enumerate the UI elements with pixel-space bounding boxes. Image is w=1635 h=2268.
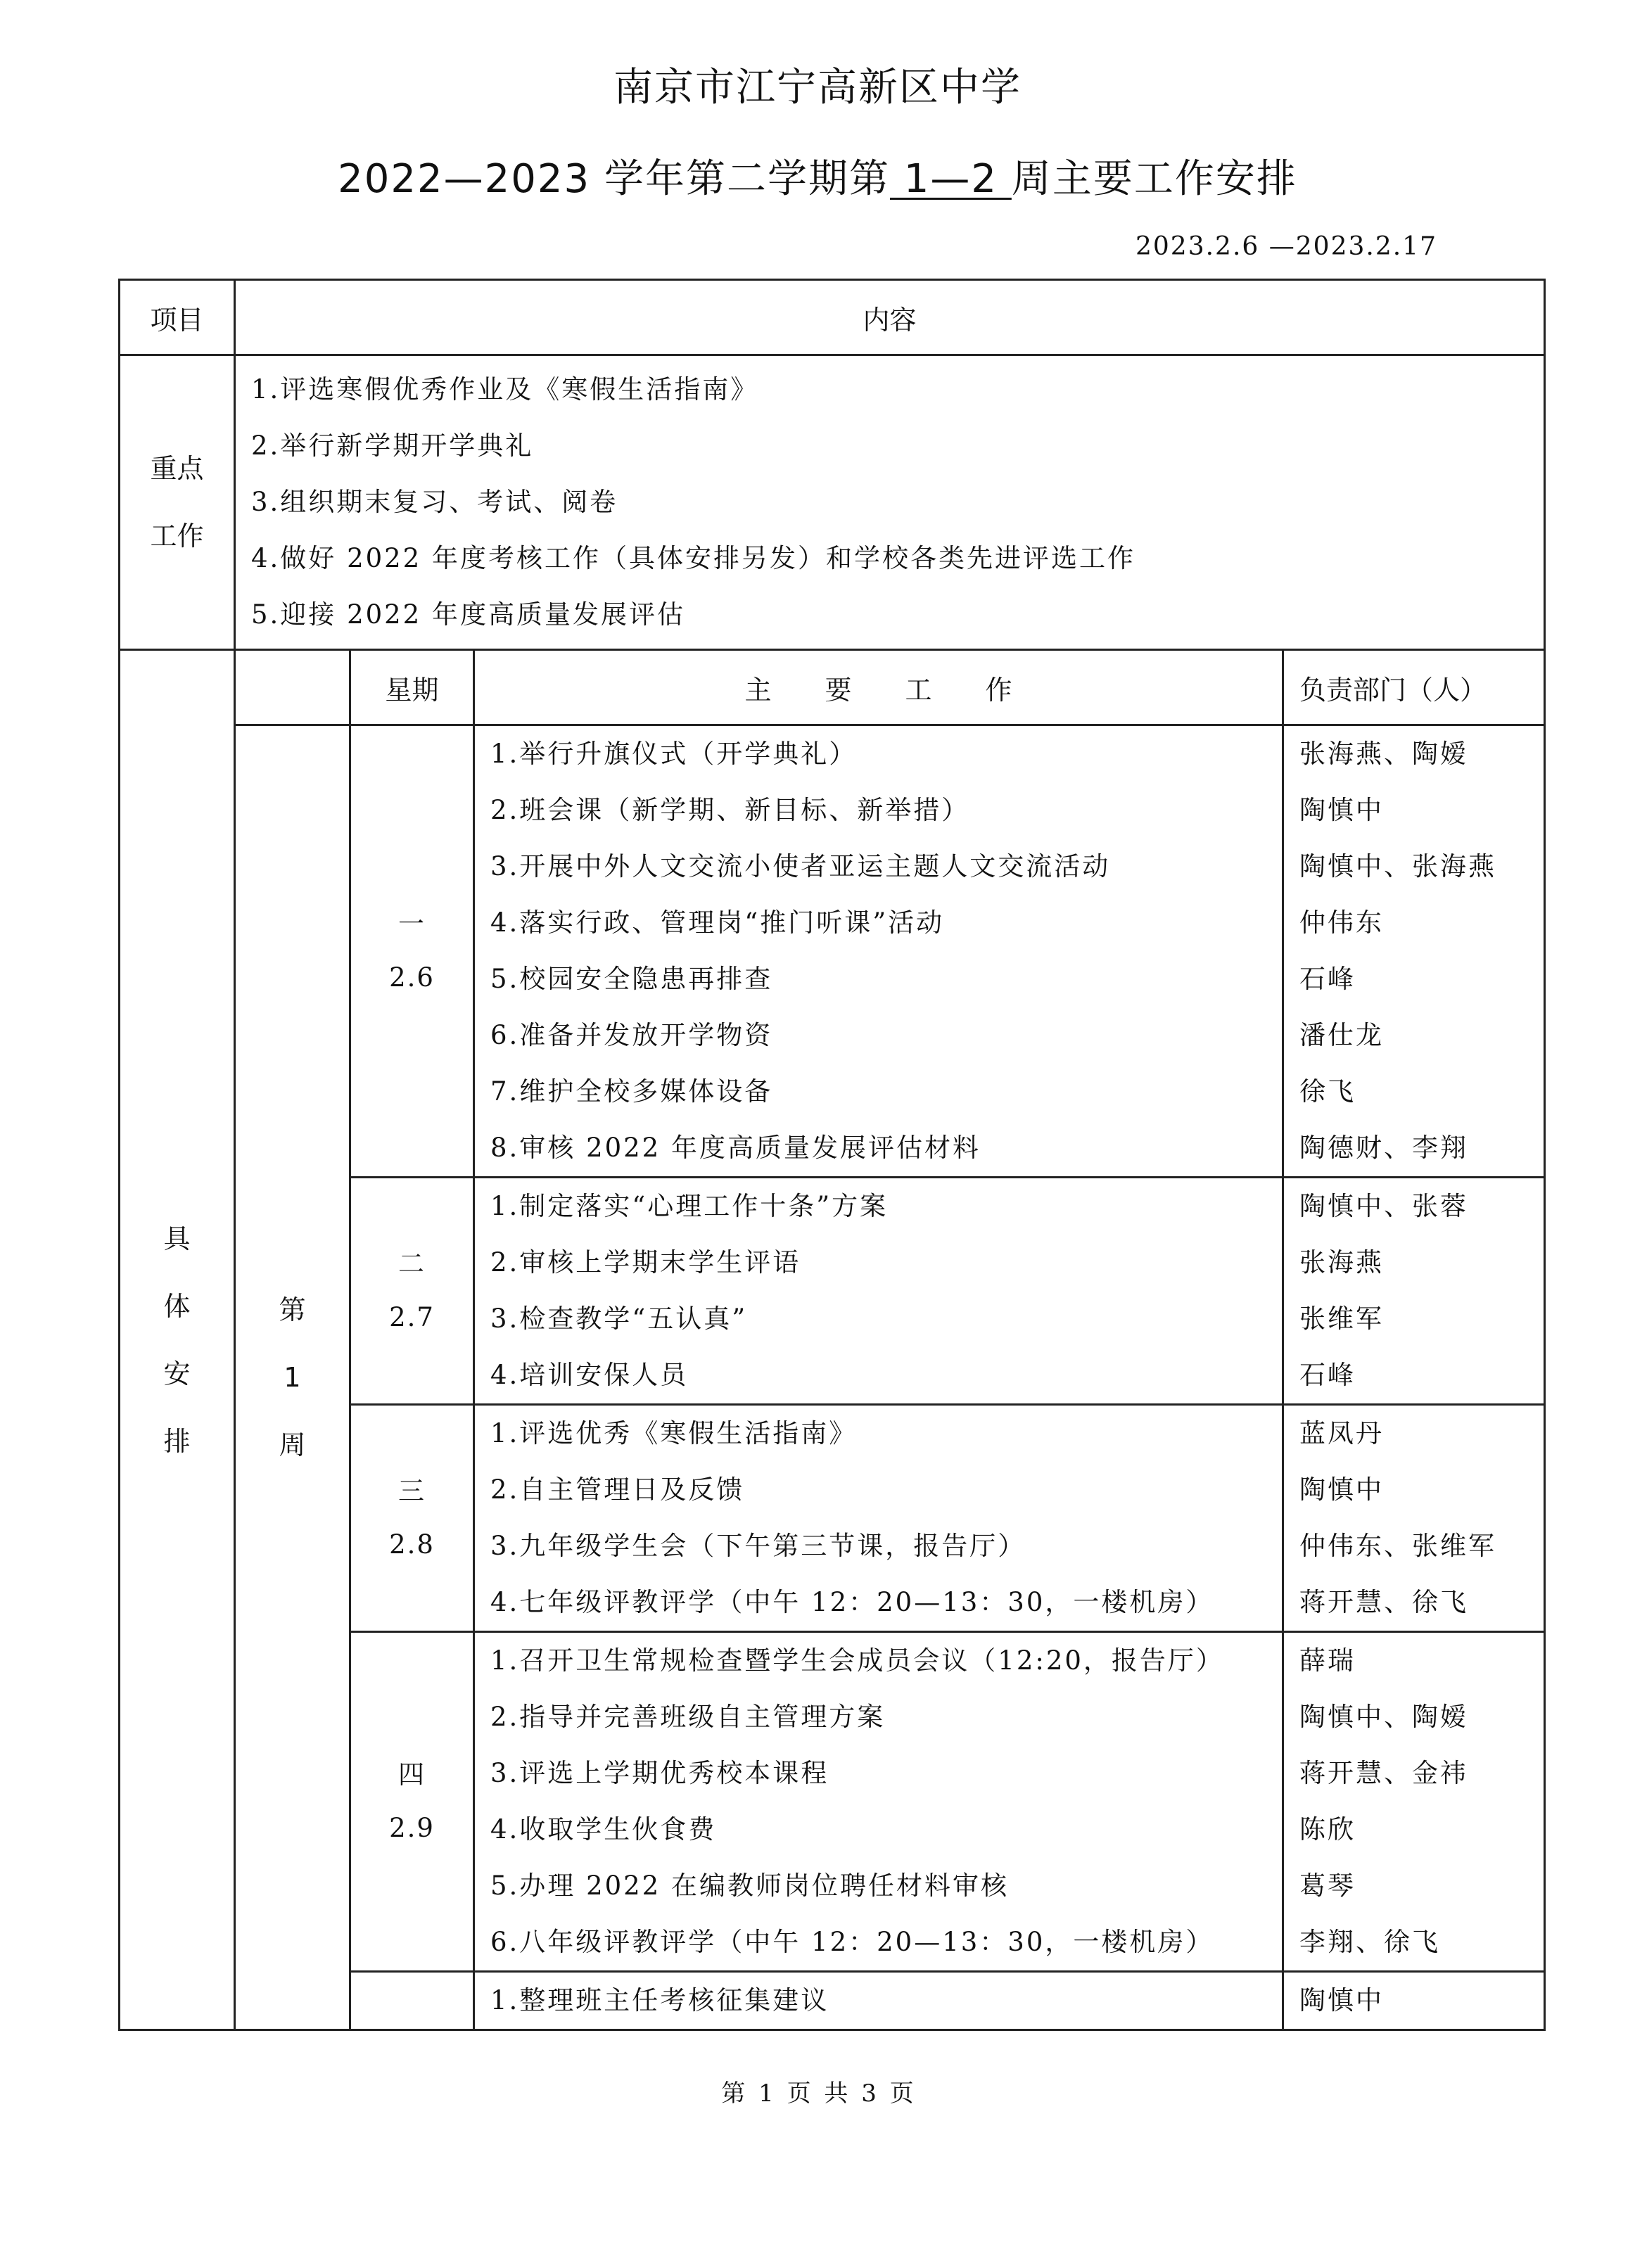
task-item: 4.收取学生伙食费 xyxy=(490,1814,717,1845)
title-weeks: 1—2 xyxy=(889,156,1012,202)
key-work-label-line: 重点 xyxy=(150,453,204,484)
owner-item: 仲伟东、张维军 xyxy=(1299,1531,1496,1561)
key-work-label-line: 工作 xyxy=(150,521,204,552)
title-suffix: 周主要工作安排 xyxy=(1011,156,1297,202)
schedule-label-char: 具 xyxy=(163,1223,191,1254)
owner-item: 陶慎中、陶嫒 xyxy=(1299,1702,1468,1732)
owner-list xyxy=(1283,1178,1545,1405)
task-item: 1.评选优秀《寒假生活指南》 xyxy=(490,1418,858,1448)
date: 2.9 xyxy=(389,1813,435,1843)
key-work-item: 2.举行新学期开学典礼 xyxy=(251,431,534,461)
task-item: 2.指导并完善班级自主管理方案 xyxy=(490,1702,886,1732)
schedule-label xyxy=(120,650,235,2030)
task-list xyxy=(474,1178,1283,1405)
key-work-item: 5.迎接 2022 年度高质量发展评估 xyxy=(251,599,685,630)
owner-list xyxy=(1283,1972,1545,2030)
task-item: 3.开展中外人文交流小使者亚运主题人文交流活动 xyxy=(490,851,1111,881)
task-item: 1.举行升旗仪式（开学典礼） xyxy=(490,739,858,769)
col-header-content: 内容 xyxy=(235,280,1545,355)
sub-header-blank xyxy=(235,650,350,725)
owner-item: 徐飞 xyxy=(1299,1076,1356,1107)
sub-header-work: 主 要 工 作 xyxy=(474,650,1283,725)
title-prefix: 2022—2023 学年第二学期第 xyxy=(338,156,890,202)
week-label-char: 1 xyxy=(284,1362,301,1393)
task-item: 7.维护全校多媒体设备 xyxy=(490,1076,773,1107)
owner-item: 陶德财、李翔 xyxy=(1299,1133,1468,1163)
owner-item: 仲伟东 xyxy=(1299,907,1384,938)
day-cell xyxy=(350,725,474,1178)
owner-item: 陶慎中、张蓉 xyxy=(1299,1191,1468,1221)
task-item: 4.培训安保人员 xyxy=(490,1360,689,1390)
owner-item: 蒋开慧、徐飞 xyxy=(1299,1587,1468,1617)
task-item: 4.落实行政、管理岗“推门听课”活动 xyxy=(490,907,945,938)
page-title xyxy=(0,148,1635,204)
date: 2.7 xyxy=(389,1302,435,1332)
owner-item: 潘仕龙 xyxy=(1299,1020,1384,1050)
owner-item: 陶慎中 xyxy=(1299,1985,1384,2015)
owner-item: 葛琴 xyxy=(1299,1871,1356,1901)
owner-item: 李翔、徐飞 xyxy=(1299,1927,1440,1957)
task-item: 6.八年级评教评学（中午 12：20—13：30，一楼机房） xyxy=(490,1927,1214,1957)
col-header-item: 项目 xyxy=(120,280,235,355)
sub-header-owner: 负责部门（人） xyxy=(1283,650,1545,725)
weekday: 二 xyxy=(398,1249,426,1279)
task-item: 2.班会课（新学期、新目标、新举措） xyxy=(490,795,970,825)
owner-item: 陶慎中 xyxy=(1299,1474,1384,1505)
owner-item: 陶慎中、张海燕 xyxy=(1299,851,1496,881)
weekday: 一 xyxy=(398,909,426,939)
task-item: 3.评选上学期优秀校本课程 xyxy=(490,1758,829,1788)
owner-list xyxy=(1283,1405,1545,1632)
key-work-item: 4.做好 2022 年度考核工作（具体安排另发）和学校各类先进评选工作 xyxy=(251,543,1135,573)
owner-item: 陶慎中 xyxy=(1299,795,1384,825)
day-cell xyxy=(350,1178,474,1405)
task-item: 5.校园安全隐患再排查 xyxy=(490,964,773,994)
task-list xyxy=(474,725,1283,1178)
owner-item: 薛瑞 xyxy=(1299,1645,1356,1676)
schedule-label-char: 排 xyxy=(163,1425,191,1457)
key-work-label xyxy=(120,355,235,650)
owner-item: 石峰 xyxy=(1299,964,1356,994)
task-item: 2.自主管理日及反馈 xyxy=(490,1474,745,1505)
schedule-label-char: 体 xyxy=(163,1290,191,1322)
owner-list xyxy=(1283,1632,1545,1972)
task-list xyxy=(474,1632,1283,1972)
owner-list xyxy=(1283,725,1545,1178)
task-item: 3.九年级学生会（下午第三节课，报告厅） xyxy=(490,1531,1026,1561)
week-label xyxy=(235,725,350,2030)
owner-item: 陈欣 xyxy=(1299,1814,1356,1845)
task-list xyxy=(474,1405,1283,1632)
task-item: 2.审核上学期末学生评语 xyxy=(490,1247,801,1278)
weekday: 三 xyxy=(398,1476,426,1506)
day-cell xyxy=(350,1972,474,2030)
task-list xyxy=(474,1972,1283,2030)
task-item: 1.整理班主任考核征集建议 xyxy=(490,1985,829,2015)
sub-header-weekday: 星期 xyxy=(350,650,474,725)
task-item: 3.检查教学“五认真” xyxy=(490,1304,748,1334)
school-name: 南京市江宁高新区中学 xyxy=(613,65,1022,110)
key-work-list xyxy=(235,355,1545,650)
date-range: 2023.2.6 —2023.2.17 xyxy=(1135,232,1437,261)
week-label-char: 周 xyxy=(279,1429,306,1460)
key-work-item: 3.组织期末复习、考试、阅卷 xyxy=(251,487,618,517)
day-cell xyxy=(350,1632,474,1972)
owner-item: 蓝凤丹 xyxy=(1299,1418,1384,1448)
schedule-label-char: 安 xyxy=(163,1358,191,1389)
task-item: 5.办理 2022 在编教师岗位聘任材料审核 xyxy=(490,1871,1009,1901)
week-label-char: 第 xyxy=(279,1294,306,1325)
task-item: 4.七年级评教评学（中午 12：20—13：30，一楼机房） xyxy=(490,1587,1214,1617)
owner-item: 张海燕、陶嫒 xyxy=(1299,739,1468,769)
key-work-item: 1.评选寒假优秀作业及《寒假生活指南》 xyxy=(251,374,759,404)
owner-item: 张海燕 xyxy=(1299,1247,1384,1278)
schedule-table xyxy=(118,279,1546,2031)
page-footer: 第 1 页 共 3 页 xyxy=(721,2079,914,2108)
weekday: 四 xyxy=(398,1759,426,1790)
task-item: 6.准备并发放开学物资 xyxy=(490,1020,773,1050)
owner-item: 张维军 xyxy=(1299,1304,1384,1334)
task-item: 1.召开卫生常规检查暨学生会成员会议（12:20，报告厅） xyxy=(490,1645,1224,1676)
task-item: 1.制定落实“心理工作十条”方案 xyxy=(490,1191,889,1221)
date: 2.8 xyxy=(389,1529,435,1560)
owner-item: 蒋开慧、金祎 xyxy=(1299,1758,1468,1788)
date: 2.6 xyxy=(389,962,435,993)
owner-item: 石峰 xyxy=(1299,1360,1356,1390)
day-cell xyxy=(350,1405,474,1632)
task-item: 8.审核 2022 年度高质量发展评估材料 xyxy=(490,1133,981,1163)
